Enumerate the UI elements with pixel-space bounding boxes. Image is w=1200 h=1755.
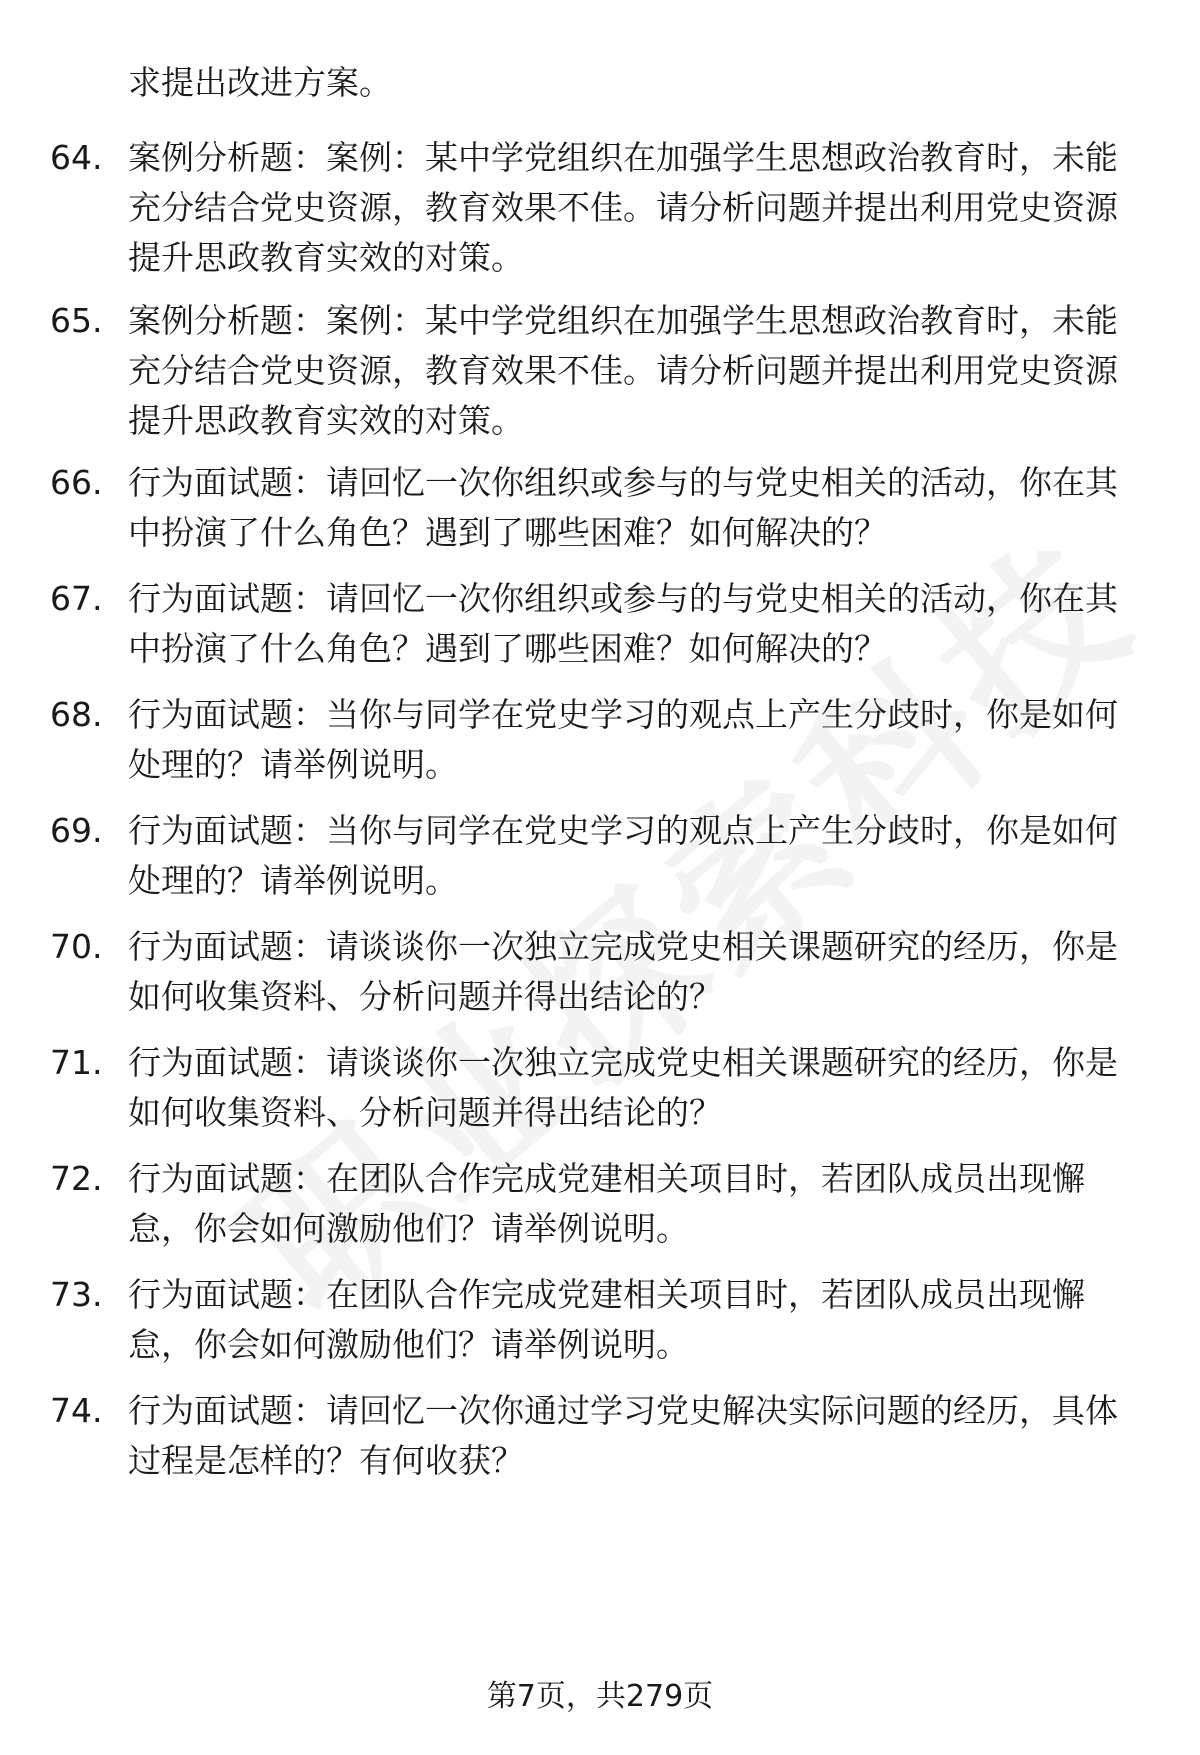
question-number: 66.: [50, 463, 103, 502]
question-item: [50, 296, 1150, 446]
question-item: [50, 922, 1150, 1022]
question-item: [50, 1038, 1150, 1138]
question-text: 行为面试题：在团队合作完成党建相关项目时，若团队成员出现懈怠，你会如何激励他们？请举例说明。: [128, 1275, 1085, 1364]
question-number: 72.: [50, 1159, 103, 1198]
continuation-text: 求提出改进方案。: [128, 63, 392, 102]
question-number: 73.: [50, 1275, 103, 1314]
question-number: 74.: [50, 1391, 103, 1430]
question-text: 行为面试题：当你与同学在党史学习的观点上产生分歧时，你是如何处理的？请举例说明。: [128, 695, 1118, 784]
question-item: [50, 806, 1150, 906]
question-item: [50, 690, 1150, 790]
question-text: 案例分析题：案例：某中学党组织在加强学生思想政治教育时，未能充分结合党史资源，教育效果不佳。请分析问题并提出利用党史资源提升思政教育实效的对策。: [128, 138, 1118, 277]
question-text: 行为面试题：请谈谈你一次独立完成党史相关课题研究的经历，你是如何收集资料、分析问题并得出结论的？: [128, 1043, 1118, 1132]
question-item: [50, 133, 1150, 283]
question-number: 68.: [50, 695, 103, 734]
question-text: 行为面试题：请谈谈你一次独立完成党史相关课题研究的经历，你是如何收集资料、分析问题并得出结论的？: [128, 927, 1118, 1016]
question-item: [50, 1386, 1150, 1486]
question-item: [50, 1270, 1150, 1370]
question-text: 行为面试题：在团队合作完成党建相关项目时，若团队成员出现懈怠，你会如何激励他们？请举例说明。: [128, 1159, 1085, 1248]
question-number: 69.: [50, 811, 103, 850]
question-item: [50, 458, 1150, 558]
page-footer: 第7页，共279页: [486, 1679, 714, 1714]
question-text: 行为面试题：请回忆一次你组织或参与的与党史相关的活动，你在其中扮演了什么角色？遇到了哪些困难？如何解决的？: [128, 463, 1118, 552]
question-number: 70.: [50, 927, 103, 966]
question-number: 65.: [50, 301, 103, 340]
question-number: 71.: [50, 1043, 103, 1082]
question-number: 64.: [50, 138, 103, 177]
question-text: 行为面试题：当你与同学在党史学习的观点上产生分歧时，你是如何处理的？请举例说明。: [128, 811, 1118, 900]
question-item: [50, 574, 1150, 674]
question-text: 行为面试题：请回忆一次你组织或参与的与党史相关的活动，你在其中扮演了什么角色？遇到了哪些困难？如何解决的？: [128, 579, 1118, 668]
question-item: [50, 1154, 1150, 1254]
question-text: 行为面试题：请回忆一次你通过学习党史解决实际问题的经历，具体过程是怎样的？有何收获？: [128, 1391, 1118, 1480]
question-text: 案例分析题：案例：某中学党组织在加强学生思想政治教育时，未能充分结合党史资源，教育效果不佳。请分析问题并提出利用党史资源提升思政教育实效的对策。: [128, 301, 1118, 440]
question-number: 67.: [50, 579, 103, 618]
